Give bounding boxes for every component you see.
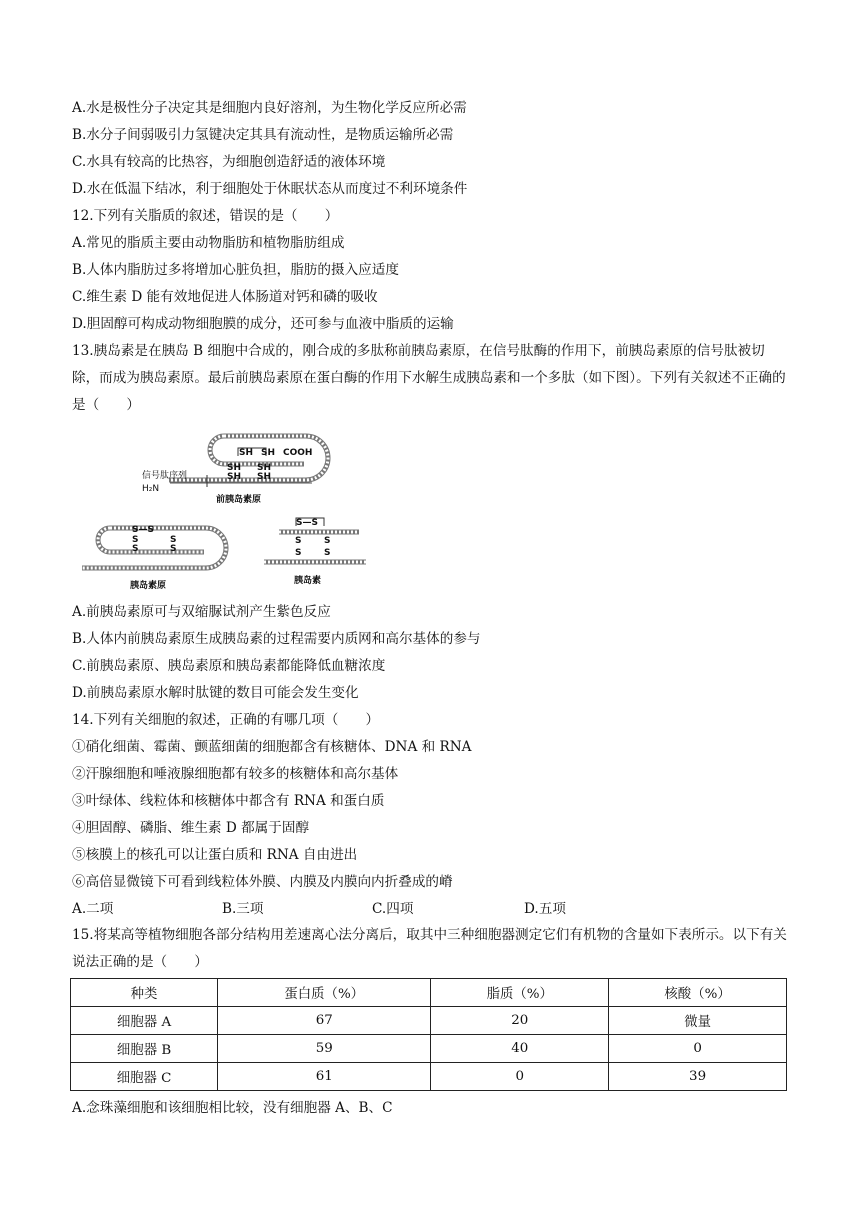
q13-option-a: A.前胰岛素原可与双缩脲试剂产生紫色反应 bbox=[72, 604, 331, 620]
table-cell: 40 bbox=[431, 1035, 609, 1063]
q12-option-b: B.人体内脂肪过多将增加心脏负担，脂肪的摄入应适度 bbox=[72, 262, 399, 278]
fig-s-label-8: S bbox=[324, 548, 331, 558]
table-cell: 细胞器 B bbox=[71, 1035, 218, 1063]
q14-option-c: C.四项 bbox=[372, 901, 414, 917]
fig-sh-label-4: SH bbox=[227, 472, 242, 482]
q13-option-c: C.前胰岛素原、胰岛素原和胰岛素都能降低血糖浓度 bbox=[72, 658, 386, 674]
fig-sh-label-6: SH bbox=[257, 472, 272, 482]
q14-item-6: ⑥高倍显微镜下可看到线粒体外膜、内膜及内膜向内折叠成的嵴 bbox=[72, 874, 453, 890]
fig-signal-label: 信号肽序列 bbox=[142, 471, 188, 481]
fig-sh-label-5: SH bbox=[257, 463, 272, 473]
table-row bbox=[71, 1007, 787, 1035]
table-cell: 20 bbox=[431, 1007, 609, 1035]
organelle-table bbox=[70, 978, 787, 1091]
table-header: 蛋白质（%） bbox=[218, 979, 431, 1007]
table-cell: 细胞器 A bbox=[71, 1007, 218, 1035]
fig-h2n-label: H₂N bbox=[142, 484, 160, 494]
q14-item-5: ⑤核膜上的核孔可以让蛋白质和 RNA 自由进出 bbox=[72, 847, 358, 863]
table-cell: 61 bbox=[218, 1063, 431, 1091]
fig-insulin-label: 胰岛素 bbox=[294, 576, 322, 586]
fig-s-label-3: S bbox=[170, 535, 177, 545]
fig-s-label-6: S bbox=[295, 548, 302, 558]
fig-sh-label-3: SH bbox=[227, 463, 242, 473]
q11-option-b: B.水分子间弱吸引力氢键决定其具有流动性，是物质运输所必需 bbox=[72, 127, 454, 143]
q11-option-d: D.水在低温下结冰，利于细胞处于休眠状态从而度过不利环境条件 bbox=[72, 181, 468, 197]
table-cell: 微量 bbox=[609, 1007, 787, 1035]
fig-s-label-1: S bbox=[132, 535, 139, 545]
q14-item-4: ④胆固醇、磷脂、维生素 D 都属于固醇 bbox=[72, 820, 310, 836]
q14-option-d: D.五项 bbox=[524, 901, 566, 917]
table-cell: 0 bbox=[609, 1035, 787, 1063]
q13-option-d: D.前胰岛素原水解时肽键的数目可能会发生变化 bbox=[72, 685, 359, 701]
q12-option-d: D.胆固醇可构成动物细胞膜的成分，还可参与血液中脂质的运输 bbox=[72, 316, 454, 332]
q13-option-b: B.人体内前胰岛素原生成胰岛素的过程需要内质网和高尔基体的参与 bbox=[72, 631, 481, 647]
q13-stem: 13.胰岛素是在胰岛 B 细胞中合成的，刚合成的多肽称前胰岛素原，在信号肽酶的作用下，前胰岛素原的信号肽被切除，而成为胰岛素原。最后前胰岛素原在蛋白酶的作用下水解生成胰岛素和一个多肽（如下图）。下列有关叙述不正确的是（ ） bbox=[72, 343, 786, 413]
table-row bbox=[71, 1035, 787, 1063]
table-header: 种类 bbox=[71, 979, 218, 1007]
table-cell: 细胞器 C bbox=[71, 1063, 218, 1091]
fig-ss-label-2: S—S bbox=[296, 518, 318, 528]
q14-item-3: ③叶绿体、线粒体和核糖体中都含有 RNA 和蛋白质 bbox=[72, 793, 385, 809]
fig-s-label-5: S bbox=[295, 536, 302, 546]
fig-sh-label-2: SH bbox=[261, 448, 276, 458]
q14-item-2: ②汗腺细胞和唾液腺细胞都有较多的核糖体和高尔基体 bbox=[72, 766, 399, 782]
table-cell: 0 bbox=[431, 1063, 609, 1091]
table-header: 脂质（%） bbox=[431, 979, 609, 1007]
fig-ss-label-1: S—S bbox=[132, 525, 154, 535]
q12-stem: 12.下列有关脂质的叙述，错误的是（ ） bbox=[72, 208, 339, 224]
q14-stem: 14.下列有关细胞的叙述，正确的有哪几项（ ） bbox=[72, 712, 380, 728]
fig-cooh-label: COOH bbox=[283, 448, 313, 458]
q14-option-b: B.三项 bbox=[222, 901, 264, 917]
q12-option-c: C.维生素 D 能有效地促进人体肠道对钙和磷的吸收 bbox=[72, 289, 378, 305]
q14-item-1: ①硝化细菌、霉菌、颤蓝细菌的细胞都含有核糖体、DNA 和 RNA bbox=[72, 739, 472, 755]
q15-option-a: A.念珠藻细胞和该细胞相比较，没有细胞器 A、B、C bbox=[72, 1100, 393, 1116]
q15-stem: 15.将某高等植物细胞各部分结构用差速离心法分离后，取其中三种细胞器测定它们有机物的含量如下表所示。以下有关说法正确的是（ ） bbox=[72, 927, 787, 970]
table-header: 核酸（%） bbox=[609, 979, 787, 1007]
fig-sh-label-1: SH bbox=[239, 448, 254, 458]
fig-prepro-label: 前胰岛素原 bbox=[216, 495, 262, 505]
table-row bbox=[71, 1063, 787, 1091]
fig-s-label-4: S bbox=[170, 544, 177, 554]
q11-option-a: A.水是极性分子决定其是细胞内良好溶剂，为生物化学反应所必需 bbox=[72, 100, 467, 116]
q14-option-a: A.二项 bbox=[72, 901, 114, 917]
q11-option-c: C.水具有较高的比热容，为细胞创造舒适的液体环境 bbox=[72, 154, 386, 170]
table-header-row bbox=[71, 979, 787, 1007]
fig-s-label-2: S bbox=[132, 544, 139, 554]
fig-pro-label: 胰岛素原 bbox=[130, 581, 167, 591]
table-cell: 39 bbox=[609, 1063, 787, 1091]
table-cell: 59 bbox=[218, 1035, 431, 1063]
insulin-processing-figure bbox=[74, 428, 366, 596]
fig-s-label-7: S bbox=[324, 536, 331, 546]
q12-option-a: A.常见的脂质主要由动物脂肪和植物脂肪组成 bbox=[72, 235, 345, 251]
table-cell: 67 bbox=[218, 1007, 431, 1035]
